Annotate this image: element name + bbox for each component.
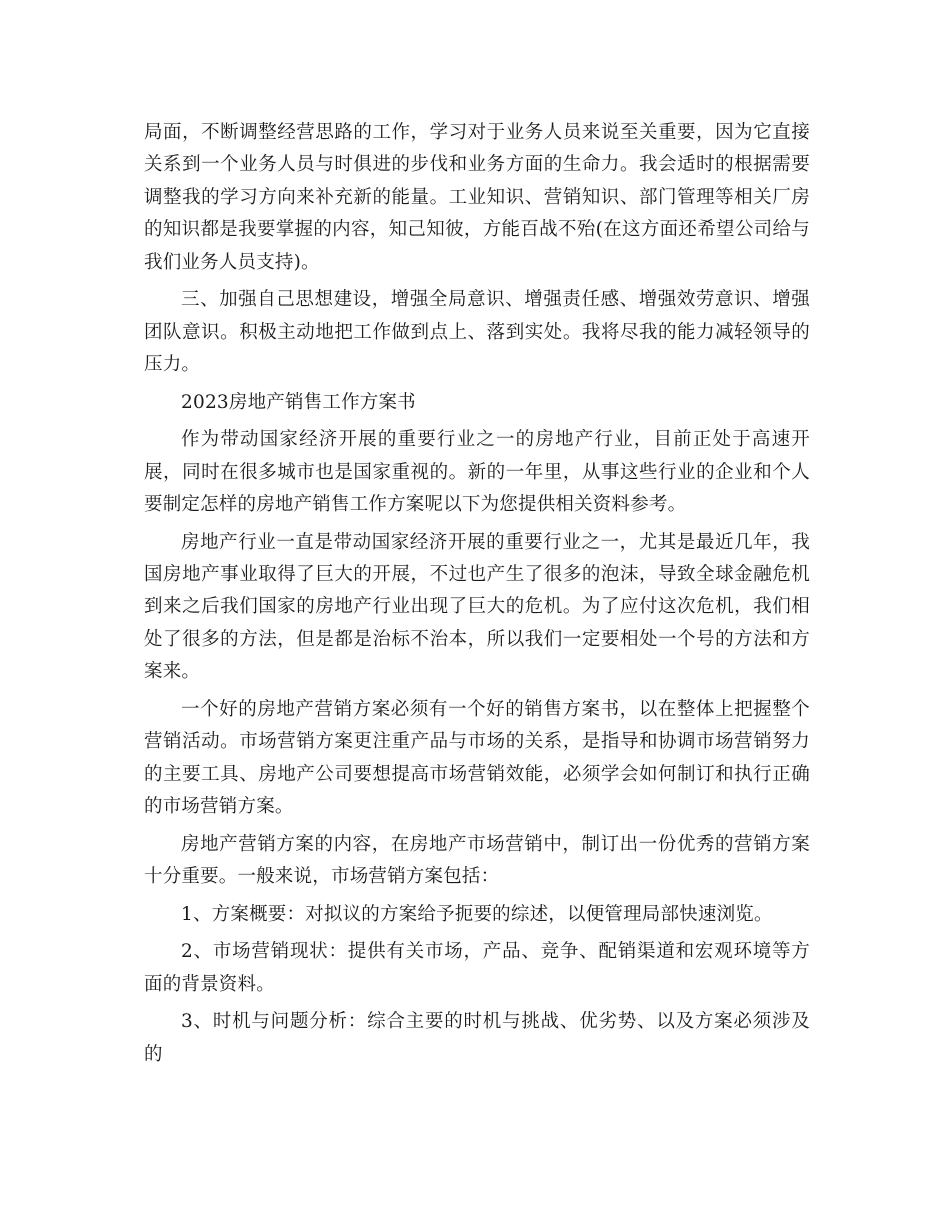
- list-item-2: 2、市场营销现状：提供有关市场，产品、竞争、配销渠道和宏观环境等方面的背景资料。: [144, 941, 810, 995]
- paragraph-3: 作为带动国家经济开展的重要行业之一的房地产行业，目前正处于高速开展，同时在很多城市也是国家重视的。新的一年里，从事这些行业的企业和个人要制定怎样的房地产销售工作方案呢以下为您提供相关资料参考。: [144, 429, 810, 516]
- section-title: 2023房地产销售工作方案书: [181, 391, 416, 413]
- paragraph-4: 房地产行业一直是带动国家经济开展的重要行业之一，尤其是最近几年，我国房地产事业取得了巨大的开展，不过也产生了很多的泡沫，导致全球金融危机到来之后我们国家的房地产行业出现了巨大的危机。为了应付这次危机，我们相处了很多的方法，但是都是治标不治本，所以我们一定要相处一个号的方法和方案来。: [144, 531, 810, 683]
- paragraph-6: 房地产营销方案的内容，在房地产市场营销中，制订出一份优秀的营销方案十分重要。一般来说，市场营销方案包括：: [144, 833, 810, 888]
- paragraph-5: 一个好的房地产营销方案必须有一个好的销售方案书，以在整体上把握整个营销活动。市场营销方案更注重产品与市场的关系，是指导和协调市场营销努力的主要工具、房地产公司要想提高市场营销效能，必须学会如何制订和执行正确的市场营销方案。: [144, 698, 810, 818]
- list-item-1: 1、方案概要：对拟议的方案给予扼要的综述，以便管理局部快速浏览。: [181, 903, 773, 925]
- document-page: [144, 117, 810, 1076]
- list-item-3: 3、时机与问题分析：综合主要的时机与挑战、优劣势、以及方案必须涉及的: [144, 1011, 810, 1065]
- paragraph-1: 局面，不断调整经营思路的工作，学习对于业务人员来说至关重要，因为它直接关系到一个业务人员与时俱进的步伐和业务方面的生命力。我会适时的根据需要调整我的学习方向来补充新的能量。工业知识、营销知识、部门管理等相关厂房的知识都是我要掌握的内容，知己知彼，方能百战不殆(在这方面还希望公司给与我们业务人员支持)。: [144, 122, 810, 273]
- paragraph-2: 三、加强自己思想建设，增强全局意识、增强责任感、增强效劳意识、增强团队意识。积极主动地把工作做到点上、落到实处。我将尽我的能力减轻领导的压力。: [144, 289, 810, 376]
